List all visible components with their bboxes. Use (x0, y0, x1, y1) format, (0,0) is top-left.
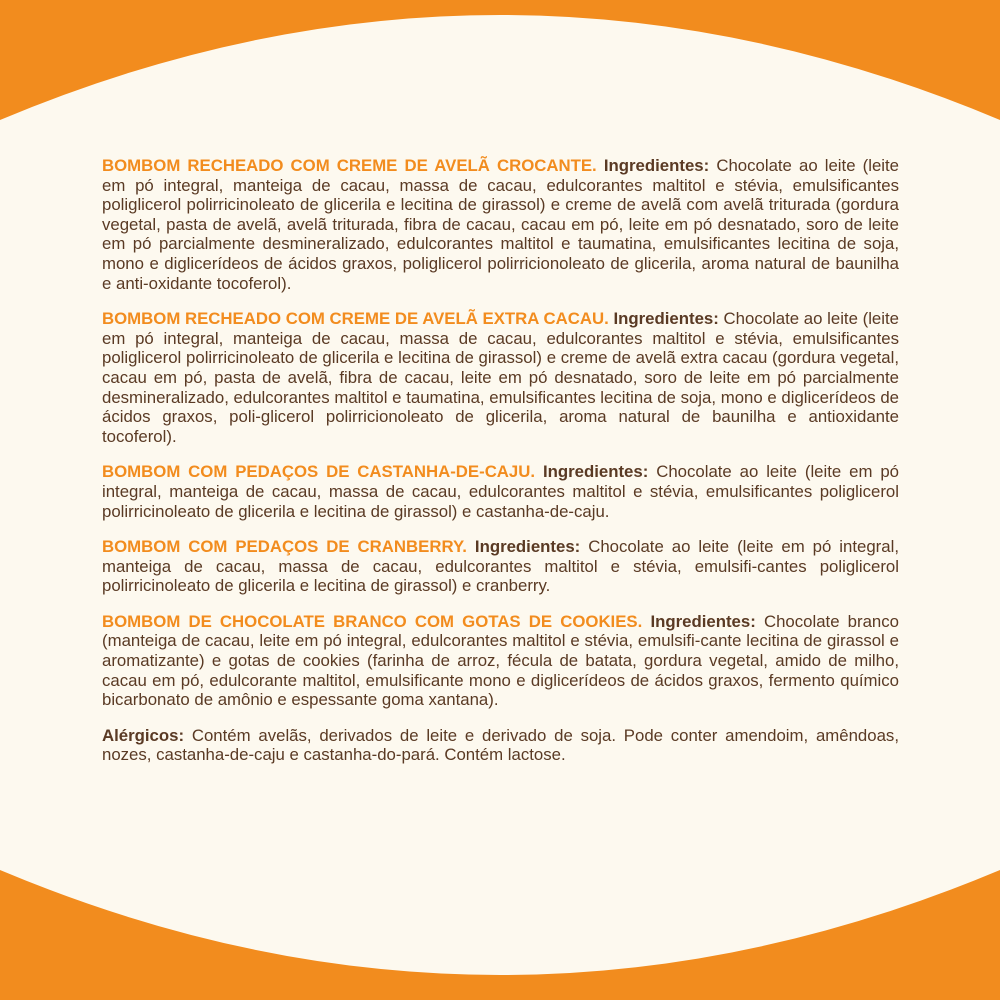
ingredients-text-body: Chocolate ao leite (leite em pó integral, manteiga de cacau, massa de cacau, edulcorantes maltitol e stévia, emulsificantes poliglicerol polirricinoleato de glicerila e lecitina de girassol) e castanha-de-caju. (102, 462, 899, 521)
product-block-1 (102, 156, 899, 293)
ingredients-label: Ingredientes: (603, 156, 710, 175)
ingredients-label: Ingredientes: (542, 462, 649, 482)
product-title: BOMBOM COM PEDAÇOS DE CRANBERRY. (102, 537, 467, 557)
ingredients-text (102, 156, 899, 781)
ingredients-label: Ingredientes: (650, 611, 756, 631)
product-block-4 (102, 537, 899, 596)
allergens-block (102, 726, 899, 765)
ingredients-text-body: Chocolate branco (manteiga de cacau, leite em pó integral, edulcorantes maltitol e stévia, emulsifi-cante lecitina de girassol e aromatizante) e gotas de cookies (farinha de arroz, fécula de batata, gordura vegetal, amido de milho, cacau em pó, edulcorante maltitol, emulsificante mono e diglicerídeos de ácidos graxos, fermento químico bicarbonato de amônio e espessante goma xantana). (102, 611, 899, 710)
product-title: BOMBOM RECHEADO COM CREME DE AVELÃ EXTRA CACAU. (102, 309, 609, 329)
ingredients-text-body: Chocolate ao leite (leite em pó integral, manteiga de cacau, massa de cacau, edulcorantes maltitol e stévia, emulsificantes poliglicerol polirricinoleato de glicerila e lecitina de girassol) e creme de avelã com avelã triturada (gordura vegetal, pasta de avelã, avelã triturada, fibra de cacau, cacau em pó, leite em pó desnatado, soro de leite em pó parcialmente desmineralizado, edulcorantes maltitol e taumatina, emulsificantes lecitina de soja, mono e diglicerídeos de ácidos graxos, poliglicerol polirricionoleato de glicerila, aroma natural de baunilha e anti-oxidante tocoferol). (102, 156, 899, 293)
ingredients-label: Ingredientes: (474, 537, 581, 557)
ingredients-text-body: Chocolate ao leite (leite em pó integral, manteiga de cacau, massa de cacau, edulcorantes maltitol e stévia, emulsificantes poliglicerol polirricinoleato de glicerila e lecitina de girassol) e creme de avelã extra cacau (gordura vegetal, cacau em pó, pasta de avelã, fibra de cacau, leite em pó desnatado, soro de leite em pó parcialmente desmineralizado, edulcorantes maltitol e taumatina, emulsificantes lecitina de soja, mono e diglicerídeos de ácidos graxos, poli-glicerol polirricionoleato de glicerila, aroma natural de baunilha e antioxidante tocoferol). (102, 309, 899, 446)
product-title: BOMBOM COM PEDAÇOS DE CASTANHA-DE-CAJU. (102, 462, 536, 482)
allergens-text: Contém avelãs, derivados de leite e derivado de soja. Pode conter amendoim, amêndoas, nozes, castanha-de-caju e castanha-do-pará. Contém lactose. (102, 725, 899, 765)
product-title: BOMBOM RECHEADO COM CREME DE AVELÃ CROCANTE. (102, 156, 597, 175)
allergens-label: Alérgicos: (102, 725, 185, 745)
ingredients-text-body: Chocolate ao leite (leite em pó integral, manteiga de cacau, massa de cacau, edulcorantes maltitol e stévia, emulsifi-cantes poliglicerol polirricinoleato de glicerila e lecitina de girassol) e cranberry. (102, 537, 899, 596)
product-title: BOMBOM DE CHOCOLATE BRANCO COM GOTAS DE COOKIES. (102, 611, 643, 631)
product-block-3 (102, 462, 899, 521)
product-block-2 (102, 309, 899, 446)
product-block-5 (102, 612, 899, 710)
ingredients-label: Ingredientes: (613, 309, 719, 329)
